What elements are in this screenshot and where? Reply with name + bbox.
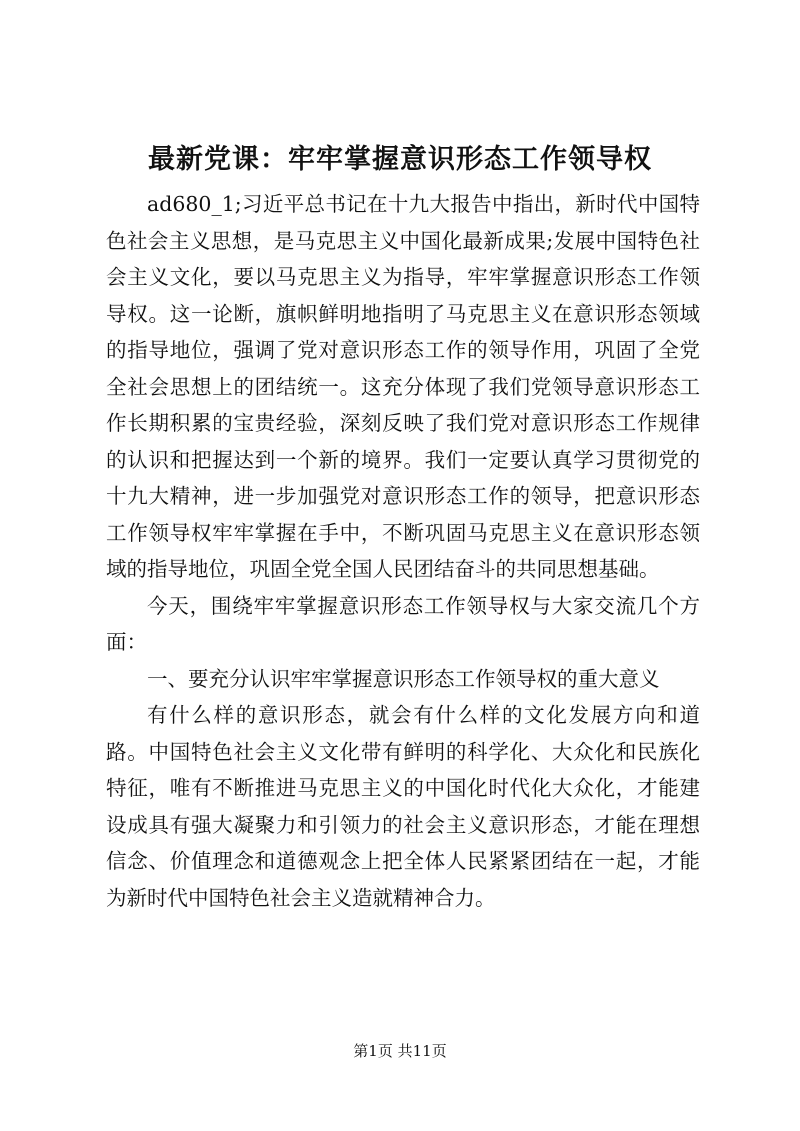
paragraph-today: 今天，围绕牢牢掌握意识形态工作领导权与大家交流几个方面： <box>106 593 700 654</box>
document-body <box>106 186 700 916</box>
page-footer: 第1页 共11页 <box>353 1042 447 1060</box>
section-heading-1: 一、要充分认识牢牢掌握意识形态工作领导权的重大意义 <box>147 666 660 691</box>
paragraph-ideology: 有什么样的意识形态，就会有什么样的文化发展方向和道路。中国特色社会主义文化带有鲜明的科学化、大众化和民族化特征，唯有不断推进马克思主义的中国化时代化大众化，才能建设成具有强大凝聚力和引领力的社会主义意识形态，才能在理想信念、价值理念和道德观念上把全体人民紧紧团结在一起，才能为新时代中国特色社会主义造就精神合力。 <box>106 703 700 910</box>
paragraph-intro: ad680_1;习近平总书记在十九大报告中指出，新时代中国特色社会主义思想，是马克思主义中国化最新成果;发展中国特色社会主义文化，要以马克思主义为指导，牢牢掌握意识形态工作领导权。这一论断，旗帜鲜明地指明了马克思主义在意识形态领域的指导地位，强调了党对意识形态工作的领导作用，巩固了全党全社会思想上的团结统一。这充分体现了我们党领导意识形态工作长期积累的宝贵经验，深刻反映了我们党对意识形态工作规律的认识和把握达到一个新的境界。我们一定要认真学习贯彻党的十九大精神，进一步加强党对意识形态工作的领导，把意识形态工作领导权牢牢掌握在手中，不断巩固马克思主义在意识形态领域的指导地位，巩固全党全国人民团结奋斗的共同思想基础。 <box>106 192 700 581</box>
document-title: 最新党课：牢牢掌握意识形态工作领导权 <box>148 144 652 175</box>
